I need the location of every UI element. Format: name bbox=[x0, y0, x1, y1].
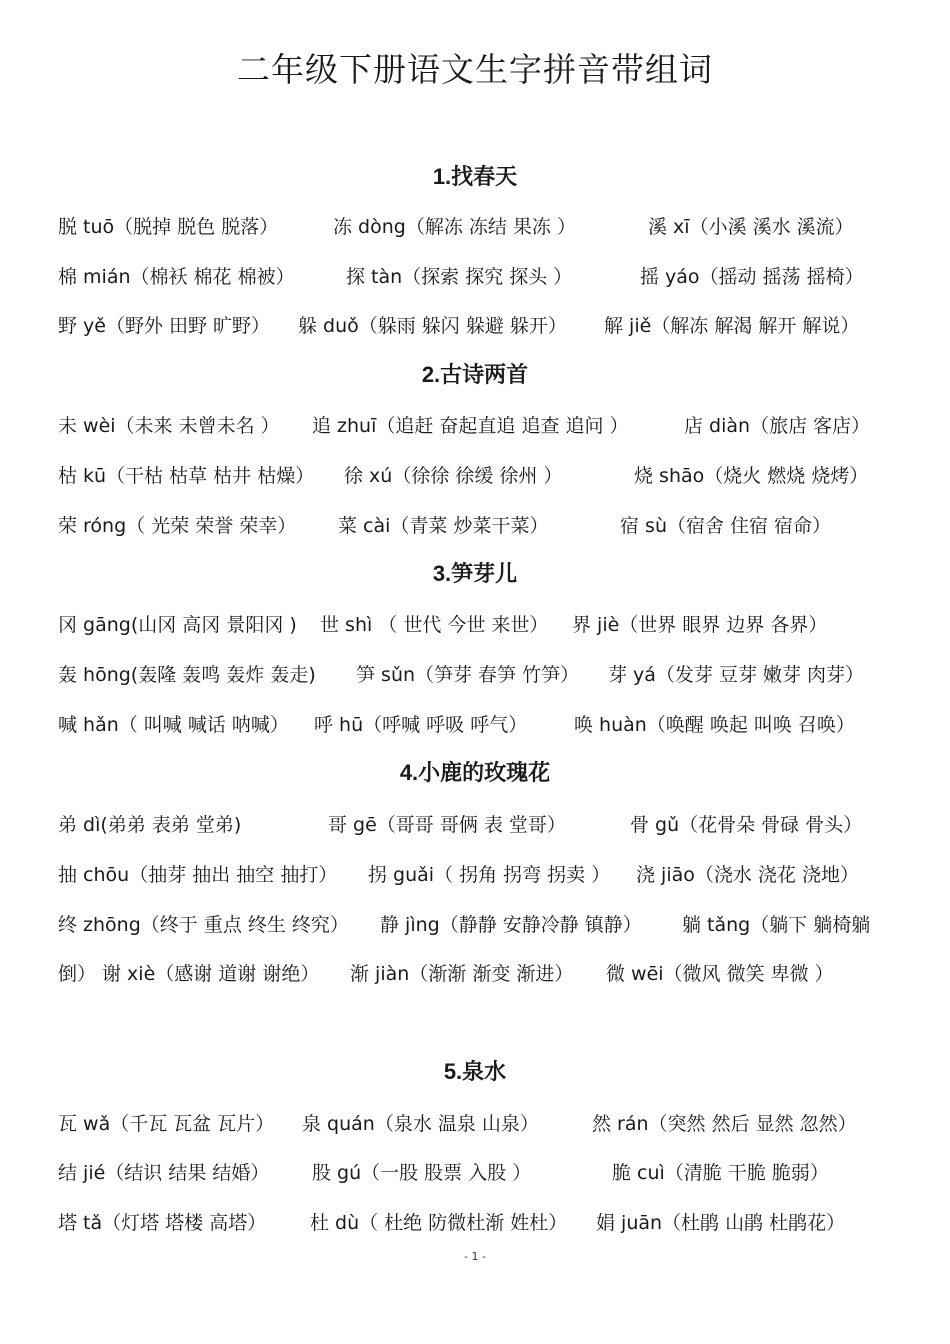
vocab-entry: 界 jiè（世界 眼界 边界 各界） bbox=[572, 614, 828, 636]
section-title: 泉水 bbox=[462, 1060, 507, 1085]
vocab-entry: 谢 xiè（感谢 道谢 谢绝） bbox=[102, 963, 320, 985]
vocab-line bbox=[58, 1158, 898, 1188]
vocab-entry: 瓦 wǎ（千瓦 瓦盆 瓦片） bbox=[58, 1113, 275, 1135]
vocab-entry: 烧 shāo（烧火 燃烧 烧烤） bbox=[634, 465, 869, 487]
vocab-entry: 微 wēi（微风 微笑 卑微 ） bbox=[606, 963, 834, 985]
section-title: 找春天 bbox=[451, 165, 518, 190]
vocab-entry: 唤 huàn（唤醒 唤起 叫唤 召唤） bbox=[574, 714, 855, 736]
vocab-entry: 宿 sù（宿舍 住宿 宿命） bbox=[620, 515, 832, 537]
vocab-line bbox=[58, 710, 898, 740]
vocab-line bbox=[58, 1208, 898, 1238]
vocab-entry: 弟 dì(弟弟 表弟 堂弟) bbox=[58, 814, 242, 836]
vocab-entry: 野 yě（野外 田野 旷野） bbox=[58, 315, 271, 337]
vocab-entry: 溪 xī（小溪 溪水 溪流） bbox=[648, 216, 854, 238]
vocab-entry: 塔 tǎ（灯塔 塔楼 高塔） bbox=[58, 1212, 267, 1234]
vocab-line bbox=[58, 1109, 898, 1139]
vocab-entry: 芽 yá（发芽 豆芽 嫩芽 肉芽） bbox=[608, 664, 865, 686]
vocab-entry: 股 gú（一股 股票 入股 ） bbox=[312, 1162, 532, 1184]
section-heading-4 bbox=[0, 758, 950, 789]
document-title: 二年级下册语文生字拼音带组词 bbox=[237, 50, 713, 89]
section-title: 小鹿的玫瑰花 bbox=[418, 761, 551, 786]
vocab-entry: 静 jìng（静静 安静冷静 镇静） bbox=[380, 914, 642, 936]
vocab-entry: 店 diàn（旅店 客店） bbox=[684, 415, 871, 437]
vocab-entry: 徐 xú（徐徐 徐缓 徐州 ） bbox=[344, 465, 563, 487]
section-heading-5 bbox=[0, 1057, 950, 1088]
vocab-entry: 世 shì （ 世代 今世 来世） bbox=[320, 614, 549, 636]
vocab-entry: 拐 guǎi（ 拐角 拐弯 拐卖 ） bbox=[368, 864, 611, 886]
vocab-line bbox=[58, 311, 898, 341]
section-number: 3. bbox=[432, 561, 452, 586]
vocab-entry: 探 tàn（探索 探究 探头 ） bbox=[346, 266, 573, 288]
vocab-line bbox=[58, 511, 898, 541]
vocab-line bbox=[58, 959, 898, 989]
vocab-entry: 轰 hōng(轰隆 轰鸣 轰炸 轰走) bbox=[58, 664, 316, 686]
vocab-line bbox=[58, 610, 898, 640]
vocab-entry: 终 zhōng（终于 重点 终生 终究） bbox=[58, 914, 349, 936]
vocab-entry: 躲 duǒ（躲雨 躲闪 躲避 躲开） bbox=[298, 315, 567, 337]
vocab-line bbox=[58, 262, 898, 292]
vocab-entry: 抽 chōu（抽芽 抽出 抽空 抽打） bbox=[58, 864, 338, 886]
section-heading-3 bbox=[0, 559, 950, 590]
vocab-entry: 杜 dù（ 杜绝 防微杜渐 姓杜） bbox=[310, 1212, 568, 1234]
vocab-entry: 然 rán（突然 然后 显然 忽然） bbox=[592, 1113, 857, 1135]
vocab-entry: 结 jié（结识 结果 结婚） bbox=[58, 1162, 270, 1184]
vocab-entry: 呼 hū（呼喊 呼吸 呼气） bbox=[314, 714, 528, 736]
vocab-entry: 倒） bbox=[58, 963, 97, 985]
vocab-line bbox=[58, 212, 898, 242]
vocab-entry: 笋 sǔn（笋芽 春笋 竹笋） bbox=[356, 664, 580, 686]
vocab-entry: 追 zhuī（追赶 奋起直追 追查 追问 ） bbox=[312, 415, 629, 437]
section-heading-1 bbox=[0, 162, 950, 193]
vocab-entry: 娟 juān（杜鹃 山鹃 杜鹃花） bbox=[596, 1212, 846, 1234]
vocab-entry: 浇 jiāo（浇水 浇花 浇地） bbox=[636, 864, 859, 886]
section-title: 古诗两首 bbox=[440, 363, 529, 388]
section-title: 笋芽儿 bbox=[451, 562, 518, 587]
vocab-entry: 脆 cuì（清脆 干脆 脆弱） bbox=[612, 1162, 829, 1184]
vocab-entry: 躺 tǎng（躺下 躺椅躺 bbox=[682, 914, 871, 936]
section-number: 1. bbox=[432, 164, 452, 189]
vocab-entry: 骨 gǔ（花骨朵 骨碌 骨头） bbox=[630, 814, 863, 836]
vocab-entry: 冈 gāng(山冈 高冈 景阳冈 ) bbox=[58, 614, 297, 636]
section-number: 2. bbox=[421, 362, 441, 387]
vocab-entry: 摇 yáo（摇动 摇荡 摇椅） bbox=[640, 266, 864, 288]
vocab-line bbox=[58, 810, 898, 840]
vocab-entry: 泉 quán（泉水 温泉 山泉） bbox=[302, 1113, 539, 1135]
page-number: - 1 - bbox=[464, 1250, 486, 1263]
vocab-entry: 脱 tuō（脱掉 脱色 脱落） bbox=[58, 216, 279, 238]
vocab-entry: 冻 dòng（解冻 冻结 果冻 ） bbox=[333, 216, 576, 238]
vocab-line bbox=[58, 910, 898, 940]
vocab-entry: 未 wèi（未来 未曾未名 ） bbox=[58, 415, 280, 437]
vocab-entry: 棉 mián（棉袄 棉花 棉被） bbox=[58, 266, 295, 288]
vocab-entry: 哥 gē（哥哥 哥俩 表 堂哥） bbox=[328, 814, 566, 836]
vocab-entry: 菜 cài（青菜 炒菜干菜） bbox=[338, 515, 549, 537]
vocab-line bbox=[58, 461, 898, 491]
vocab-entry: 喊 hǎn（ 叫喊 喊话 呐喊） bbox=[58, 714, 289, 736]
vocab-entry: 渐 jiàn（渐渐 渐变 渐进） bbox=[350, 963, 574, 985]
vocab-line bbox=[58, 411, 898, 441]
vocab-entry: 解 jiě（解冻 解渴 解开 解说） bbox=[604, 315, 860, 337]
vocab-line bbox=[58, 660, 898, 690]
vocab-entry: 荣 róng（ 光荣 荣誉 荣幸） bbox=[58, 515, 297, 537]
vocab-entry: 枯 kū（干枯 枯草 枯井 枯燥） bbox=[58, 465, 315, 487]
vocab-line bbox=[58, 860, 898, 890]
section-number: 5. bbox=[443, 1059, 463, 1084]
section-heading-2 bbox=[0, 360, 950, 391]
section-number: 4. bbox=[399, 760, 419, 785]
